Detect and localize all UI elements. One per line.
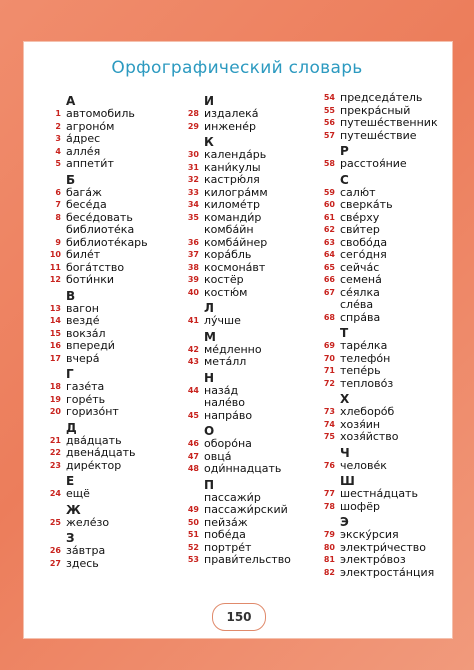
dictionary-entry [182, 397, 322, 410]
dictionary-entry [318, 212, 458, 225]
section-letter: Д [66, 420, 77, 435]
entry-word: наза́д [204, 383, 239, 397]
entry-number: 38 [187, 262, 199, 272]
dictionary-entry [44, 224, 184, 237]
page-title: Орфографический словарь [111, 58, 363, 78]
section-letter: Н [204, 370, 215, 385]
entry-number: 25 [49, 517, 61, 527]
dictionary-entry [44, 381, 184, 394]
entry-number: 71 [323, 366, 335, 375]
entry-word: напра́во [204, 408, 253, 422]
entry-word: пейза́ж [204, 515, 248, 529]
entry-word: нале́во [204, 396, 245, 409]
dictionary-entry [44, 199, 184, 212]
dictionary-entry [182, 315, 322, 328]
entry-word: костёр [204, 273, 244, 286]
entry-word: ме́дленно [204, 342, 262, 356]
dictionary-entry [44, 108, 184, 121]
dictionary-entry [182, 344, 322, 357]
entry-number: 78 [323, 501, 335, 511]
entry-word: вокза́л [66, 326, 106, 340]
dictionary-entry [182, 224, 322, 237]
entry-word: шофёр [340, 499, 380, 513]
dictionary-entry [44, 274, 184, 287]
entry-number: 81 [323, 555, 335, 564]
section-letter: Х [340, 392, 350, 406]
dictionary-entry [182, 199, 322, 212]
entry-number: 47 [187, 451, 199, 461]
dictionary-entry [44, 447, 184, 460]
entry-word: газе́та [66, 380, 105, 393]
entry-word: хозя́йство [340, 430, 399, 443]
entry-number: 62 [323, 225, 335, 234]
entry-number: 16 [49, 341, 61, 350]
entry-number: 59 [323, 187, 335, 197]
section-letter: К [204, 135, 214, 149]
entry-word: везде́ [66, 314, 100, 327]
entry-number: 21 [49, 435, 61, 445]
dictionary-entry [182, 410, 322, 423]
section-letter: П [204, 477, 215, 492]
entry-number: 39 [187, 275, 199, 284]
entry-number: 5 [55, 159, 61, 168]
dictionary-entry [44, 187, 184, 200]
dictionary-entry [44, 237, 184, 250]
entry-number: 80 [323, 542, 335, 552]
entry-number: 70 [323, 353, 335, 363]
dictionary-entry [182, 529, 322, 542]
entry-word: тепе́рь [340, 364, 381, 377]
dictionary-entry [182, 438, 322, 451]
entry-number: 53 [187, 555, 199, 564]
dictionary-entry [44, 121, 184, 134]
dictionary-entry [44, 517, 184, 530]
entry-word: экску́рсия [340, 528, 399, 541]
entry-number: 8 [55, 212, 61, 222]
dictionary-entry [318, 237, 458, 250]
entry-word: аппети́т [66, 157, 114, 170]
entry-number: 43 [187, 357, 199, 366]
entry-word: команди́р [204, 210, 262, 224]
entry-word: хлеборо́б [340, 405, 395, 418]
entry-number: 61 [323, 212, 335, 222]
entry-number: 27 [49, 558, 61, 568]
entry-word: мета́лл [204, 355, 247, 368]
dictionary-entry [182, 108, 322, 121]
section-letter: З [66, 531, 75, 545]
entry-word: оборо́на [204, 437, 252, 450]
dictionary-entry [182, 554, 322, 567]
dictionary-entry [182, 237, 322, 250]
entry-word: килогра́мм [204, 185, 268, 199]
dictionary-entry [182, 287, 322, 300]
section-letter: Т [340, 326, 349, 340]
entry-number: 42 [187, 344, 199, 354]
dictionary-entry [318, 529, 458, 542]
entry-word: шестна́дцать [340, 487, 418, 500]
dictionary-entry [318, 460, 458, 473]
dictionary-entry [44, 315, 184, 328]
dictionary-entry [318, 554, 458, 567]
entry-word: кора́бль [204, 248, 252, 261]
entry-number: 24 [49, 489, 61, 498]
entry-word: свобо́да [340, 235, 388, 249]
entry-number: 7 [55, 200, 61, 209]
entry-number: 63 [323, 237, 335, 247]
entry-word: сви́тер [340, 223, 380, 236]
entry-number: 29 [187, 121, 199, 131]
entry-word: бога́тство [66, 260, 125, 274]
section-letter: С [340, 172, 349, 187]
entry-number: 13 [49, 303, 61, 313]
dictionary-column-1 [44, 92, 184, 570]
entry-word: кани́кулы [204, 160, 261, 174]
dictionary-entry [318, 488, 458, 501]
entry-number: 56 [323, 118, 335, 127]
dictionary-entry [44, 340, 184, 353]
entry-word: библиоте́карь [66, 235, 148, 249]
entry-number: 33 [187, 187, 199, 197]
entry-number: 22 [49, 448, 61, 457]
entry-word: све́рху [340, 210, 380, 224]
entry-number: 65 [323, 262, 335, 272]
entry-number: 15 [49, 328, 61, 338]
dictionary-entry [318, 406, 458, 419]
entry-number: 77 [323, 489, 335, 498]
dictionary-entry [182, 463, 322, 476]
entry-number: 68 [323, 312, 335, 322]
entry-word: издалека́ [204, 107, 259, 120]
entry-number: 18 [49, 382, 61, 391]
dictionary-entry [318, 567, 458, 580]
entry-number: 79 [323, 530, 335, 539]
entry-word: бага́ж [66, 185, 102, 199]
entry-number: 74 [323, 419, 335, 429]
dictionary-entry [318, 501, 458, 514]
dictionary-entry [318, 158, 458, 171]
entry-number: 2 [55, 121, 61, 131]
entry-number: 64 [323, 250, 335, 259]
entry-number: 44 [187, 385, 199, 395]
section-letter: Г [66, 367, 74, 381]
section-letter: Ж [66, 502, 81, 517]
entry-word: расстоя́ние [340, 157, 407, 170]
dictionary-entry [182, 121, 322, 134]
entry-word: оди́ннадцать [204, 462, 282, 475]
entry-word: а́дрес [66, 132, 101, 145]
dictionary-entry [318, 378, 458, 391]
section-letter: Л [204, 301, 214, 315]
entry-word: двена́дцать [66, 446, 136, 459]
entry-number: 57 [323, 130, 335, 140]
entry-number: 31 [187, 162, 199, 172]
section-letter: М [204, 329, 216, 344]
entry-word: горе́ть [66, 392, 106, 406]
entry-word: комба́йн [204, 223, 254, 236]
entry-word: теплово́з [340, 376, 394, 390]
entry-word: бесе́да [66, 198, 107, 211]
entry-number: 50 [187, 517, 199, 527]
dictionary-entry [44, 488, 184, 501]
entry-word: дире́ктор [66, 458, 122, 472]
section-letter: О [204, 424, 215, 438]
entry-number: 41 [187, 316, 199, 325]
entry-word: путеше́ствие [340, 128, 417, 142]
entry-word: лу́чше [204, 314, 241, 327]
entry-word: кастрю́ля [204, 173, 260, 186]
dictionary-entry [318, 130, 458, 143]
entry-word: прекра́сный [340, 103, 411, 117]
entry-word: таре́лка [340, 339, 388, 352]
entry-number: 55 [323, 105, 335, 115]
section-letter: Р [340, 144, 349, 158]
entry-number: 52 [187, 542, 199, 552]
dictionary-entry [44, 558, 184, 571]
entry-number: 17 [49, 353, 61, 363]
entry-number: 37 [187, 250, 199, 259]
entry-word: агроно́м [66, 119, 115, 133]
entry-word: телефо́н [340, 351, 391, 365]
section-letter: В [66, 288, 76, 303]
dictionary-entry [182, 274, 322, 287]
entry-word: сего́дня [340, 248, 387, 261]
entry-word: бесе́довать [66, 210, 133, 224]
entry-word: сейча́с [340, 260, 380, 274]
entry-word: боти́нки [66, 273, 115, 286]
dictionary-entry [182, 174, 322, 187]
entry-number: 23 [49, 460, 61, 470]
entry-number: 51 [187, 530, 199, 539]
dictionary-entry [318, 92, 458, 105]
entry-word: космона́вт [204, 260, 266, 274]
entry-number: 6 [55, 187, 61, 197]
section-letter: Ш [340, 474, 355, 488]
entry-number: 36 [187, 237, 199, 247]
entry-number: 72 [323, 378, 335, 388]
entry-word: овца́ [204, 449, 232, 463]
entry-word: челове́к [340, 458, 387, 472]
entry-number: 34 [187, 200, 199, 209]
entry-word: се́ялка [340, 285, 380, 299]
dictionary-entry [44, 262, 184, 275]
entry-number: 4 [55, 146, 61, 156]
entry-number: 19 [49, 394, 61, 404]
dictionary-entry [182, 356, 322, 369]
section-letter: Э [340, 515, 349, 529]
dictionary-entry [182, 262, 322, 275]
dictionary-entry [44, 146, 184, 159]
entry-number: 69 [323, 341, 335, 350]
entry-number: 66 [323, 275, 335, 284]
dictionary-entry [318, 312, 458, 325]
entry-word: горизо́нт [66, 405, 119, 418]
entry-number: 54 [323, 93, 335, 102]
dictionary-column-2 [182, 92, 322, 567]
dictionary-entry [318, 431, 458, 444]
entry-word: за́втра [66, 544, 106, 557]
dictionary-column-3 [318, 92, 458, 579]
entry-word: пассажи́рский [204, 503, 288, 516]
entry-number: 35 [187, 212, 199, 222]
entry-word: биле́т [66, 248, 101, 261]
entry-word: алле́я [66, 144, 101, 158]
entry-word: впереди́ [66, 339, 115, 352]
entry-word: спра́ва [340, 310, 381, 324]
section-letter: А [66, 94, 76, 108]
entry-word: два́дцать [66, 433, 122, 447]
dictionary-entry [44, 158, 184, 171]
entry-word: киломе́тр [204, 198, 261, 211]
dictionary-entry [44, 249, 184, 262]
entry-number: 1 [55, 109, 61, 118]
entry-word: костю́м [204, 285, 248, 299]
entry-word: прави́тельство [204, 553, 291, 566]
entry-number: 49 [187, 505, 199, 514]
dictionary-entry [182, 504, 322, 517]
entry-word: хозя́ин [340, 417, 381, 431]
entry-word: сверка́ть [340, 198, 393, 211]
section-letter: Е [66, 474, 75, 488]
entry-number: 32 [187, 175, 199, 184]
entry-word: здесь [66, 556, 99, 570]
entry-number: 48 [187, 464, 199, 473]
entry-number: 10 [49, 250, 61, 259]
entry-word: автомобиль [66, 107, 135, 120]
entry-word: побе́да [204, 528, 246, 541]
dictionary-entry [318, 365, 458, 378]
entry-number: 58 [323, 159, 335, 168]
entry-number: 30 [187, 150, 199, 159]
entry-word: желе́зо [66, 515, 110, 529]
section-letter: Ч [340, 445, 350, 460]
dictionary-entry [182, 385, 322, 398]
dictionary-entry [318, 299, 458, 312]
entry-word: семена́ [340, 273, 382, 286]
entry-number: 67 [323, 287, 335, 297]
entry-number: 76 [323, 460, 335, 470]
dictionary-entry [318, 117, 458, 130]
entry-word: председа́тель [340, 91, 423, 104]
section-letter: И [204, 94, 215, 108]
dictionary-entry [182, 517, 322, 530]
dictionary-entry [318, 199, 458, 212]
entry-word: электроста́нция [340, 565, 435, 579]
dictionary-entry [44, 460, 184, 473]
entry-word: вчера́ [66, 351, 100, 365]
entry-word: ещё [66, 487, 90, 500]
dictionary-entry [44, 545, 184, 558]
entry-word: вагон [66, 301, 99, 315]
dictionary-entry [318, 262, 458, 275]
entry-number: 9 [55, 237, 61, 247]
entry-word: пассажи́р [204, 490, 261, 504]
section-letter: Б [66, 172, 76, 187]
entry-word: инжене́р [204, 119, 256, 133]
entry-number: 73 [323, 407, 335, 416]
dictionary-entry [44, 303, 184, 316]
dictionary-entry [44, 406, 184, 419]
dictionary-entry [182, 149, 322, 162]
entry-number: 26 [49, 546, 61, 555]
entry-number: 40 [187, 287, 199, 297]
dictionary-entry [44, 133, 184, 146]
dictionary-entry [318, 287, 458, 300]
entry-number: 60 [323, 200, 335, 209]
entry-word: сле́ва [340, 298, 374, 311]
entry-number: 75 [323, 432, 335, 441]
dictionary-entry [318, 224, 458, 237]
dictionary-entry [318, 353, 458, 366]
dictionary-entry [182, 249, 322, 262]
entry-number: 14 [49, 316, 61, 325]
entry-word: портре́т [204, 540, 252, 554]
entry-number: 12 [49, 275, 61, 284]
dictionary-entry [318, 340, 458, 353]
entry-number: 3 [55, 134, 61, 143]
dictionary-entry [318, 249, 458, 262]
entry-word: салю́т [340, 185, 376, 199]
entry-word: комба́йнер [204, 235, 268, 249]
entry-number: 82 [323, 567, 335, 577]
entry-number: 20 [49, 407, 61, 416]
entry-word: электро́воз [340, 553, 406, 566]
entry-number: 45 [187, 410, 199, 420]
entry-number: 28 [187, 109, 199, 118]
entry-number: 11 [49, 262, 61, 272]
entry-word: путеше́ственник [340, 116, 438, 129]
entry-word: календа́рь [204, 148, 267, 161]
entry-word: библиоте́ка [66, 223, 135, 236]
entry-number: 46 [187, 439, 199, 448]
dictionary-entry [44, 353, 184, 366]
entry-word: электри́чество [340, 540, 426, 554]
dictionary-entry [318, 274, 458, 287]
page-number: 150 [212, 603, 266, 631]
